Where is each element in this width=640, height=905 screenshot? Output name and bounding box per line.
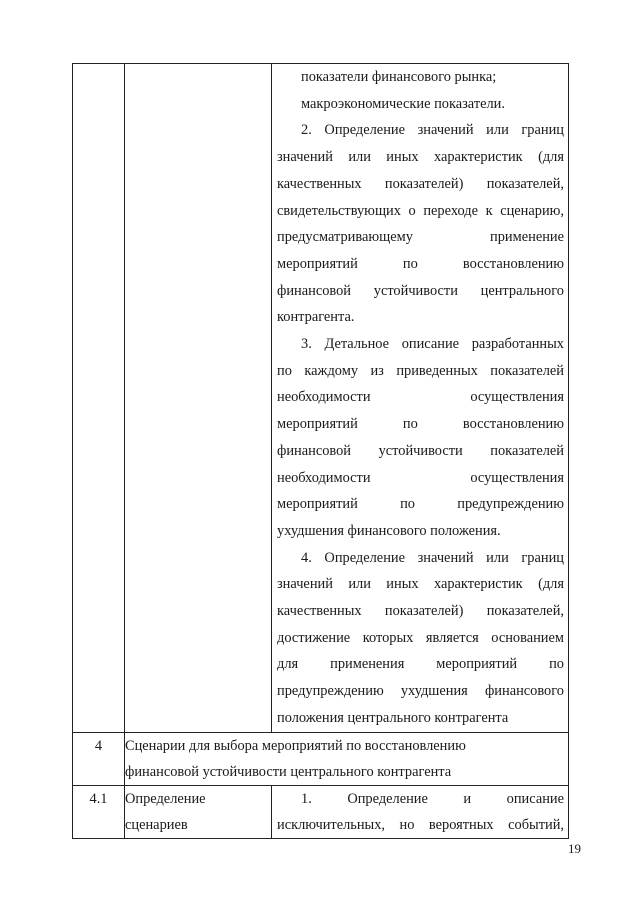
- section-number: 4: [73, 732, 125, 785]
- cell-description: [272, 64, 569, 733]
- description-line: мероприятий по восстановлению: [277, 416, 564, 433]
- description-line: показатели финансового рынка;: [301, 69, 497, 85]
- description-line: качественных показателей) показателей,: [277, 603, 564, 620]
- subsection-desc-line: 1. Определение и описание: [301, 790, 564, 807]
- description-line: для применения мероприятий по: [277, 656, 564, 673]
- description-line: мероприятий по восстановлению: [277, 255, 564, 272]
- description-line: 4. Определение значений или границ: [301, 549, 564, 566]
- section-title-line: Сценарии для выбора мероприятий по восстановлению: [125, 737, 466, 754]
- description-text: [272, 64, 568, 732]
- description-line: значений или иных характеристик (для: [277, 149, 564, 166]
- description-line: контрагента.: [277, 309, 355, 326]
- document-table: [72, 63, 569, 839]
- subsection-name: [125, 785, 272, 838]
- subsection-name-line: Определение: [125, 790, 206, 807]
- table-row-subsection: [73, 785, 569, 838]
- description-line: мероприятий по предупреждению: [277, 496, 564, 513]
- cell-number-empty: [73, 64, 125, 733]
- description-line: финансовой устойчивости показателей: [277, 442, 564, 459]
- description-line: 2. Определение значений или границ: [301, 122, 564, 139]
- description-line: предупреждению ухудшения финансового: [277, 683, 564, 700]
- subsection-description: [272, 785, 569, 838]
- table-row-continued: [73, 64, 569, 733]
- description-line: положения центрального контрагента: [277, 709, 509, 726]
- description-line: необходимости осуществления: [277, 389, 564, 406]
- description-line: по каждому из приведенных показателей: [277, 362, 564, 379]
- section-title-line: финансовой устойчивости центрального контрагента: [125, 763, 452, 780]
- description-line: ухудшения финансового положения.: [277, 522, 501, 539]
- description-line: необходимости осуществления: [277, 469, 564, 486]
- subsection-number: 4.1: [73, 785, 125, 838]
- description-line: достижение которых является основанием: [277, 629, 564, 646]
- description-line: финансовой устойчивости центрального: [277, 282, 564, 299]
- description-line: макроэкономические показатели.: [301, 95, 505, 112]
- description-line: значений или иных характеристик (для: [277, 576, 564, 593]
- description-line: предусматривающему применение: [277, 229, 564, 246]
- cell-name-empty: [125, 64, 272, 733]
- subsection-name-line: сценариев: [125, 816, 188, 833]
- description-line: качественных показателей) показателей,: [277, 175, 564, 192]
- description-line: 3. Детальное описание разработанных: [301, 336, 564, 353]
- subsection-desc-line: исключительных, но вероятных событий,: [277, 816, 564, 833]
- table-row-section: [73, 732, 569, 785]
- description-line: свидетельствующих о переходе к сценарию,: [277, 202, 564, 219]
- section-title: [125, 732, 569, 785]
- page-number: 19: [568, 841, 581, 856]
